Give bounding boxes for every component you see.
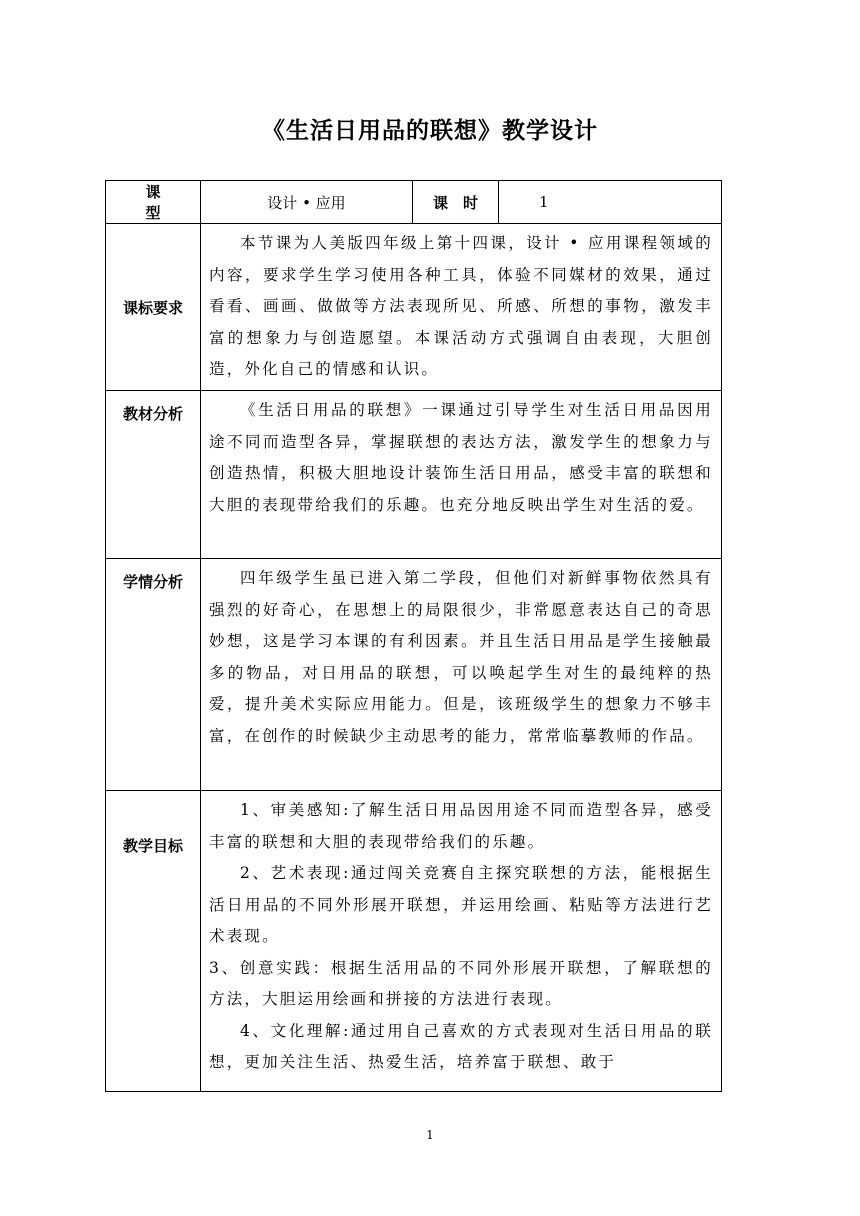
- students-text: 四年级学生虽已进入第二学段，但他们对新鲜事物依然具有强烈的好奇心，在思想上的局限很少，非常愿意表达自己的奇思妙想，这是学习本课的有利因素。并且生活日用品是学生接触最多的物品，对日用品的联想，可以唤起学生对生的最纯粹的热爱，提升美术实际应用能力。但是，该班级学生的想象力不够丰富，在创作的时候缺少主动思考的能力，常常临摹教师的作品。: [209, 569, 713, 745]
- curriculum-text: 本节课为人美版四年级上第十四课，设计 • 应用课程领域的内容，要求学生学习使用各种工具，体验不同媒材的效果，通过看看、画画、做做等方法表现所见、所感、所想的事物，激发丰富的想象力与创造愿望。本课活动方式强调自由表现，大胆创造，外化自己的情感和认识。: [209, 234, 713, 378]
- students-cell: [201, 559, 722, 791]
- material-cell: [201, 391, 722, 559]
- material-label: 教材分析: [106, 391, 201, 559]
- curriculum-cell: [201, 224, 722, 391]
- students-label: 学情分析: [106, 559, 201, 791]
- table-row-goals: [106, 791, 722, 1092]
- curriculum-label: 课标要求: [106, 224, 201, 391]
- type-label: 课 型: [106, 181, 201, 224]
- hours-value: 1: [499, 181, 722, 224]
- table-row-students: [106, 559, 722, 791]
- goals-cell: [201, 791, 722, 1092]
- lesson-plan-table: [105, 180, 722, 1092]
- type-value: 设计 • 应用: [201, 181, 413, 224]
- page-number: 1: [426, 1128, 434, 1142]
- table-row-type: [106, 181, 722, 224]
- table-row-curriculum: [106, 224, 722, 391]
- goal-item-3: 3、创意实践：根据生活用品的不同外形展开联想，了解联想的方法，大胆运用绘画和拼接的方法进行表现。: [209, 958, 713, 1008]
- table-row-material: [106, 391, 722, 559]
- goal-item-4: 4、文化理解:通过用自己喜欢的方式表现对生活日用品的联想，更加关注生活、热爱生活，培养富于联想、敢于: [209, 1021, 713, 1071]
- material-text: 《生活日用品的联想》一课通过引导学生对生活日用品因用途不同而造型各异，掌握联想的表达方法，激发学生的想象力与创造热情，积极大胆地设计装饰生活日用品，感受丰富的联想和大胆的表现带给我们的乐趣。也充分地反映出学生对生活的爱。: [209, 401, 713, 514]
- goal-item-2: 2、艺术表现:通过闯关竞赛自主探究联想的方法，能根据生活日用品的不同外形展开联想，并运用绘画、粘贴等方法进行艺术表现。: [209, 864, 713, 945]
- goals-label: 教学目标: [106, 791, 201, 1092]
- goal-item-1: 1、审美感知:了解生活日用品因用途不同而造型各异，感受丰富的联想和大胆的表现带给我们的乐趣。: [209, 801, 713, 851]
- hours-label: 课 时: [413, 181, 499, 224]
- document-title: 《生活日用品的联想》教学设计: [262, 118, 598, 144]
